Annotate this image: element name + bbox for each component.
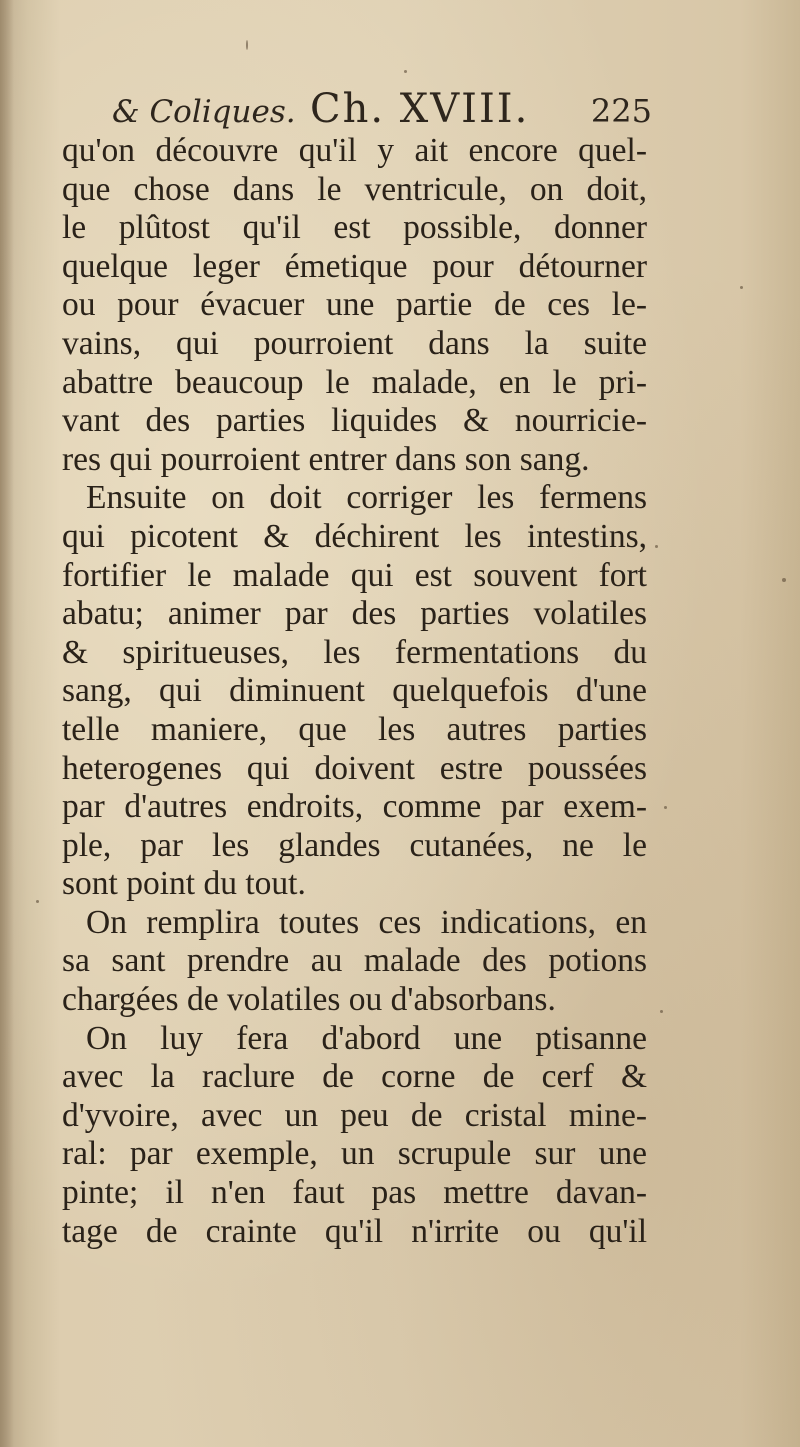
text-line: qui picotent & déchirent les intestins, xyxy=(62,517,647,555)
text-line: vains, qui pourroient dans la suite xyxy=(62,324,647,362)
text-line: vant des parties liquides & nourricie- xyxy=(62,402,647,440)
page-gutter-shadow xyxy=(0,0,14,1447)
text-line: sang, qui diminuent quelquefois d'une xyxy=(62,672,647,710)
text-line: d'yvoire, avec un peu de cristal mine- xyxy=(62,1096,647,1134)
text-line: quelque leger émetique pour détourner xyxy=(62,247,647,285)
text-line: le plûtost qu'il est possible, donner xyxy=(62,209,647,247)
running-title: & Coliques. xyxy=(112,94,296,130)
text-line: abattre beaucoup le malade, en le pri- xyxy=(62,363,647,401)
text-line: fortifier le malade qui est souvent fort xyxy=(62,556,647,594)
text-line: ou pour évacuer une partie de ces le- xyxy=(62,286,647,324)
text-line: On remplira toutes ces indications, en xyxy=(86,903,647,941)
text-line: ple, par les glandes cutanées, ne le xyxy=(62,826,647,864)
text-line: par d'autres endroits, comme par exem- xyxy=(62,788,647,826)
text-line: On luy fera d'abord une ptisanne xyxy=(86,1019,647,1057)
text-line: heterogenes qui doivent estre poussées xyxy=(62,749,647,787)
page-number: 225 xyxy=(590,92,652,130)
text-line: qu'on découvre qu'il y ait encore quel- xyxy=(62,132,647,169)
text-line: sont point du tout. xyxy=(62,865,306,903)
text-line: telle maniere, que les autres parties xyxy=(62,710,647,748)
text-line: Ensuite on doit corriger les fermens xyxy=(86,479,647,517)
text-line: & spiritueuses, les fermentations du xyxy=(62,633,647,671)
text-line: ral: par exemple, un scrupule sur une xyxy=(62,1135,647,1173)
text-line: tage de crainte qu'il n'irrite ou qu'il xyxy=(62,1212,647,1250)
text-line: pinte; il n'en faut pas mettre davan- xyxy=(62,1174,647,1212)
text-line: avec la raclure de corne de cerf & xyxy=(62,1058,647,1096)
text-line: res qui pourroient entrer dans son sang. xyxy=(62,440,590,478)
text-line: chargées de volatiles ou d'absorbans. xyxy=(62,981,556,1019)
text-line: que chose dans le ventricule, on doit, xyxy=(62,170,647,208)
chapter-heading: Ch. XVIII. xyxy=(310,86,530,132)
body-text xyxy=(62,132,647,1251)
text-line: abatu; animer par des parties volatiles xyxy=(62,595,647,633)
text-line: sa sant prendre au malade des potions xyxy=(62,942,647,980)
